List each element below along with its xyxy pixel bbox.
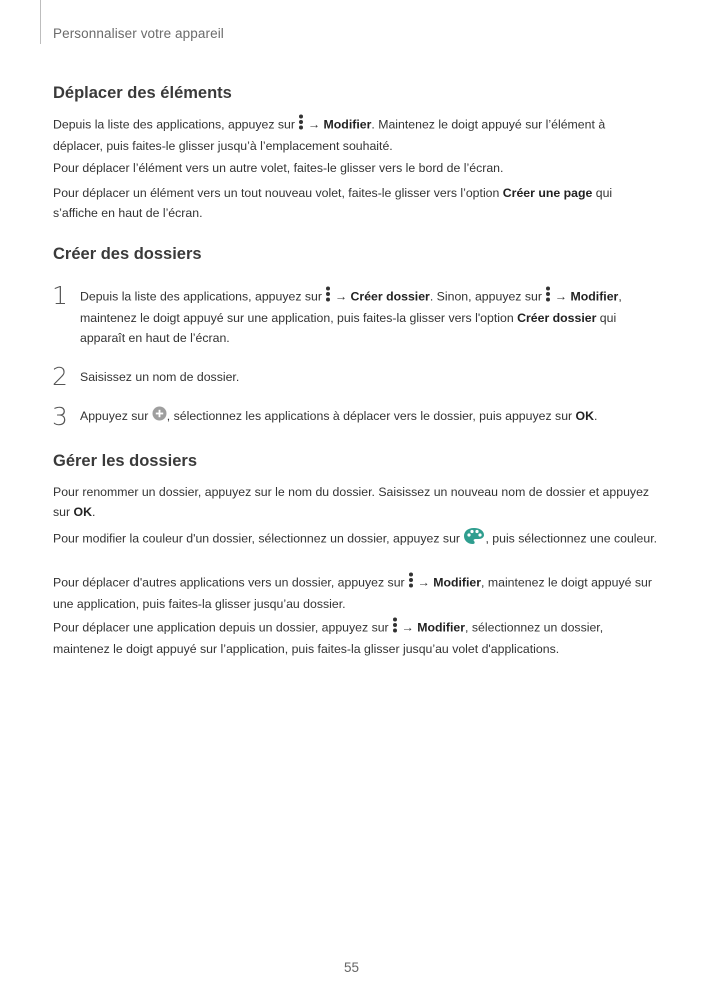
bold-text: Créer dossier — [350, 289, 430, 304]
text: qui apparaît en haut de l’écran. — [80, 311, 617, 345]
bold-text: Modifier — [323, 117, 372, 132]
text: Pour déplacer un élément vers un tout nouveau volet, faites-le glisser vers l’option — [53, 186, 503, 200]
section-title-create-folders: Créer des dossiers — [53, 245, 202, 263]
header-rule — [40, 0, 41, 44]
step-text-3 — [80, 406, 660, 427]
section-title-manage-folders: Gérer les dossiers — [53, 452, 198, 470]
text: . Maintenez le doigt appuyé sur l’élément à déplacer, puis faites-le glisser jusqu’à l’emplacement souhaité. — [53, 117, 606, 153]
arrow-text: → — [551, 289, 571, 304]
bold-text: OK — [73, 505, 92, 519]
text: Pour déplacer d'autres applications vers un dossier, appuyez sur — [53, 575, 409, 590]
bold-text: Modifier — [433, 575, 482, 590]
paragraph-manage-folders-2 — [53, 527, 658, 551]
text: Pour modifier la couleur d'un dossier, sélectionnez un dossier, appuyez sur — [53, 531, 464, 546]
paragraph-move-items-2: Pour déplacer l’élément vers un autre volet, faites-le glisser vers le bord de l’écran. — [53, 161, 504, 175]
text: . — [91, 505, 96, 519]
text: Pour renommer un dossier, appuyez sur le nom du dossier. Saisissez un nouveau nom de dossier et appuyez sur — [53, 485, 650, 519]
step-number-3: 3 — [52, 402, 68, 431]
arrow-text: → — [414, 575, 434, 590]
paragraph-move-items-3 — [53, 183, 658, 223]
text: , puis sélectionnez une couleur. — [485, 531, 658, 546]
bold-text: Modifier — [417, 620, 466, 635]
paragraph-manage-folders-1 — [53, 482, 658, 522]
text: qui s’affiche en haut de l’écran. — [53, 186, 613, 220]
page-header-title: Personnaliser votre appareil — [53, 26, 224, 41]
paragraph-manage-folders-3 — [53, 572, 658, 614]
paragraph-move-items-1 — [53, 114, 658, 156]
text: , maintenez le doigt appuyé sur une application, puis faites-la glisser vers l'option — [80, 289, 622, 325]
page-number: 55 — [343, 960, 360, 975]
step-text-1 — [80, 286, 660, 348]
bold-text: Créer dossier — [517, 311, 597, 325]
step-number-1: 1 — [52, 281, 68, 310]
text: Appuyez sur — [80, 409, 152, 423]
bold-text: Créer une page — [502, 186, 593, 200]
text: , sélectionnez un dossier, maintenez le doigt appuyé sur l’application, puis faites-la glisser jusqu’au volet d'applications. — [53, 620, 604, 656]
text: Pour déplacer une application depuis un dossier, appuyez sur — [53, 620, 393, 635]
text: , sélectionnez les applications à déplacer vers le dossier, puis appuyez sur — [166, 409, 576, 423]
section-title-move-items: Déplacer des éléments — [53, 84, 232, 102]
bold-text: OK — [575, 409, 594, 423]
step-text-2: Saisissez un nom de dossier. — [80, 370, 240, 384]
arrow-text: → — [331, 289, 351, 304]
text: Depuis la liste des applications, appuyez sur — [53, 117, 299, 132]
palette-icon — [463, 527, 485, 551]
bold-text: Modifier — [570, 289, 619, 304]
paragraph-manage-folders-4 — [53, 617, 658, 659]
arrow-text: → — [398, 620, 418, 635]
arrow-text: → — [304, 117, 324, 132]
step-number-2: 2 — [52, 362, 68, 391]
text: . — [594, 409, 598, 423]
add-circle-icon — [152, 406, 167, 427]
text: Depuis la liste des applications, appuyez sur — [80, 289, 326, 304]
text: . Sinon, appuyez sur — [429, 289, 546, 304]
text: , maintenez le doigt appuyé sur une application, puis faites-la glisser jusqu’au dossier. — [53, 575, 652, 611]
